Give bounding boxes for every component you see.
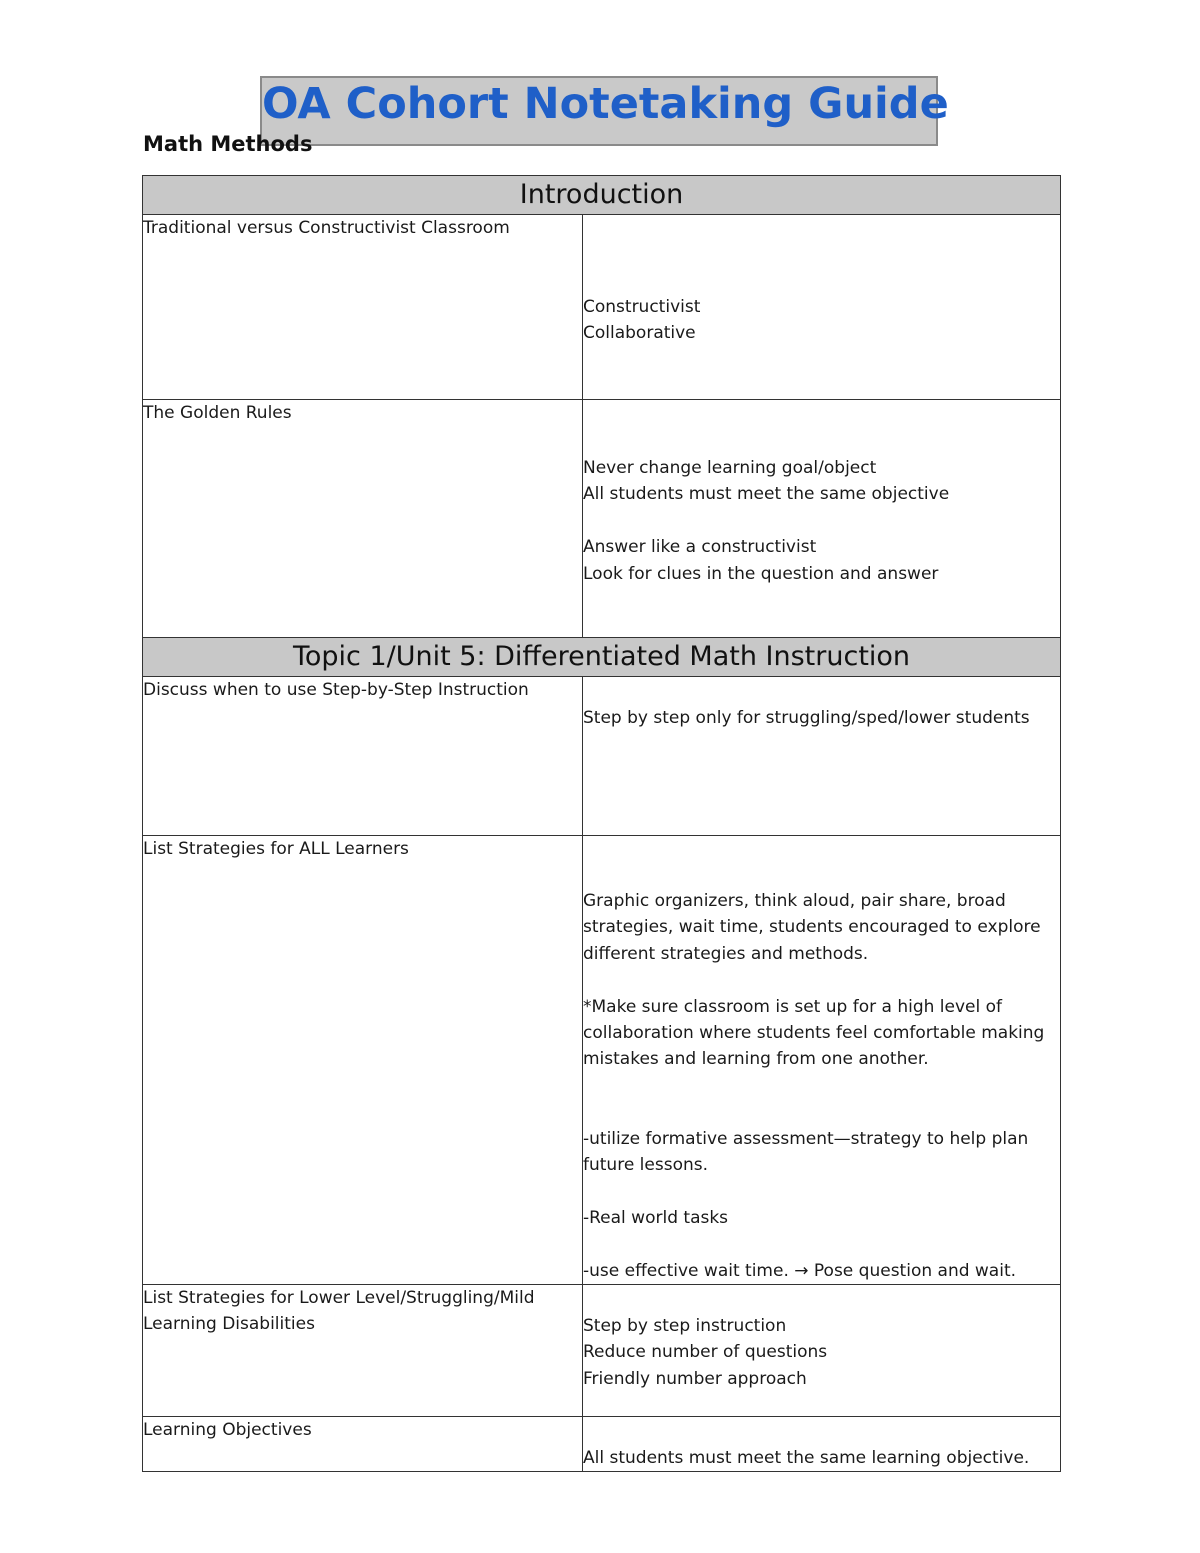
note-line: Step by step instruction — [583, 1316, 787, 1337]
table-row — [143, 836, 1061, 1285]
row-label: List Strategies for ALL Learners — [143, 836, 583, 1285]
table-row — [143, 677, 1061, 836]
note-line: All students must meet the same objective — [583, 484, 950, 505]
row-label: The Golden Rules — [143, 400, 583, 638]
section-header-row — [143, 638, 1061, 677]
note-line: Collaborative — [583, 323, 696, 344]
table-row — [143, 1285, 1061, 1417]
row-notes — [583, 1417, 1061, 1472]
course-subtitle: Math Methods — [143, 132, 313, 156]
note-paragraph: -use effective wait time. → Pose question and wait. — [583, 1260, 1017, 1281]
row-label: Traditional versus Constructivist Classroom — [143, 215, 583, 400]
row-notes — [583, 1285, 1061, 1417]
row-notes — [583, 677, 1061, 836]
row-notes — [583, 215, 1061, 400]
note-line: All students must meet the same learning objective. — [583, 1448, 1030, 1469]
note-line: Reduce number of questions — [583, 1342, 828, 1363]
table-row — [143, 215, 1061, 400]
row-notes — [583, 836, 1061, 1285]
note-paragraph: *Make sure classroom is set up for a high level of collaboration where students feel comfortable making mistakes and learning from one another. — [583, 996, 1045, 1070]
note-line: Constructivist — [583, 297, 701, 317]
table-row — [143, 1417, 1061, 1472]
note-paragraph: Graphic organizers, think aloud, pair share, broad strategies, wait time, students encouraged to explore different strategies and methods. — [583, 891, 1041, 964]
note-line: Friendly number approach — [583, 1368, 807, 1389]
section-header-row — [143, 176, 1061, 215]
page-title: OA Cohort Notetaking Guide — [262, 79, 949, 129]
row-notes — [583, 400, 1061, 638]
note-line: Look for clues in the question and answer — [583, 563, 939, 584]
note-paragraph: -utilize formative assessment—strategy to help plan future lessons. — [583, 1128, 1029, 1176]
section-heading: Introduction — [143, 176, 1061, 215]
row-label: Discuss when to use Step-by-Step Instruction — [143, 677, 583, 836]
notetaking-table — [142, 175, 1061, 1472]
section-heading: Topic 1/Unit 5: Differentiated Math Instruction — [143, 638, 1061, 677]
right-arrow-icon: → — [794, 1260, 809, 1281]
note-line: Step by step only for struggling/sped/lower students — [583, 708, 1030, 728]
note-line: Answer like a constructivist — [583, 537, 817, 558]
table-row — [143, 400, 1061, 638]
note-paragraph: -Real world tasks — [583, 1207, 729, 1228]
note-line: Never change learning goal/object — [583, 458, 877, 478]
row-label: Learning Objectives — [143, 1417, 583, 1472]
row-label: List Strategies for Lower Level/Struggling/Mild Learning Disabilities — [143, 1285, 583, 1417]
